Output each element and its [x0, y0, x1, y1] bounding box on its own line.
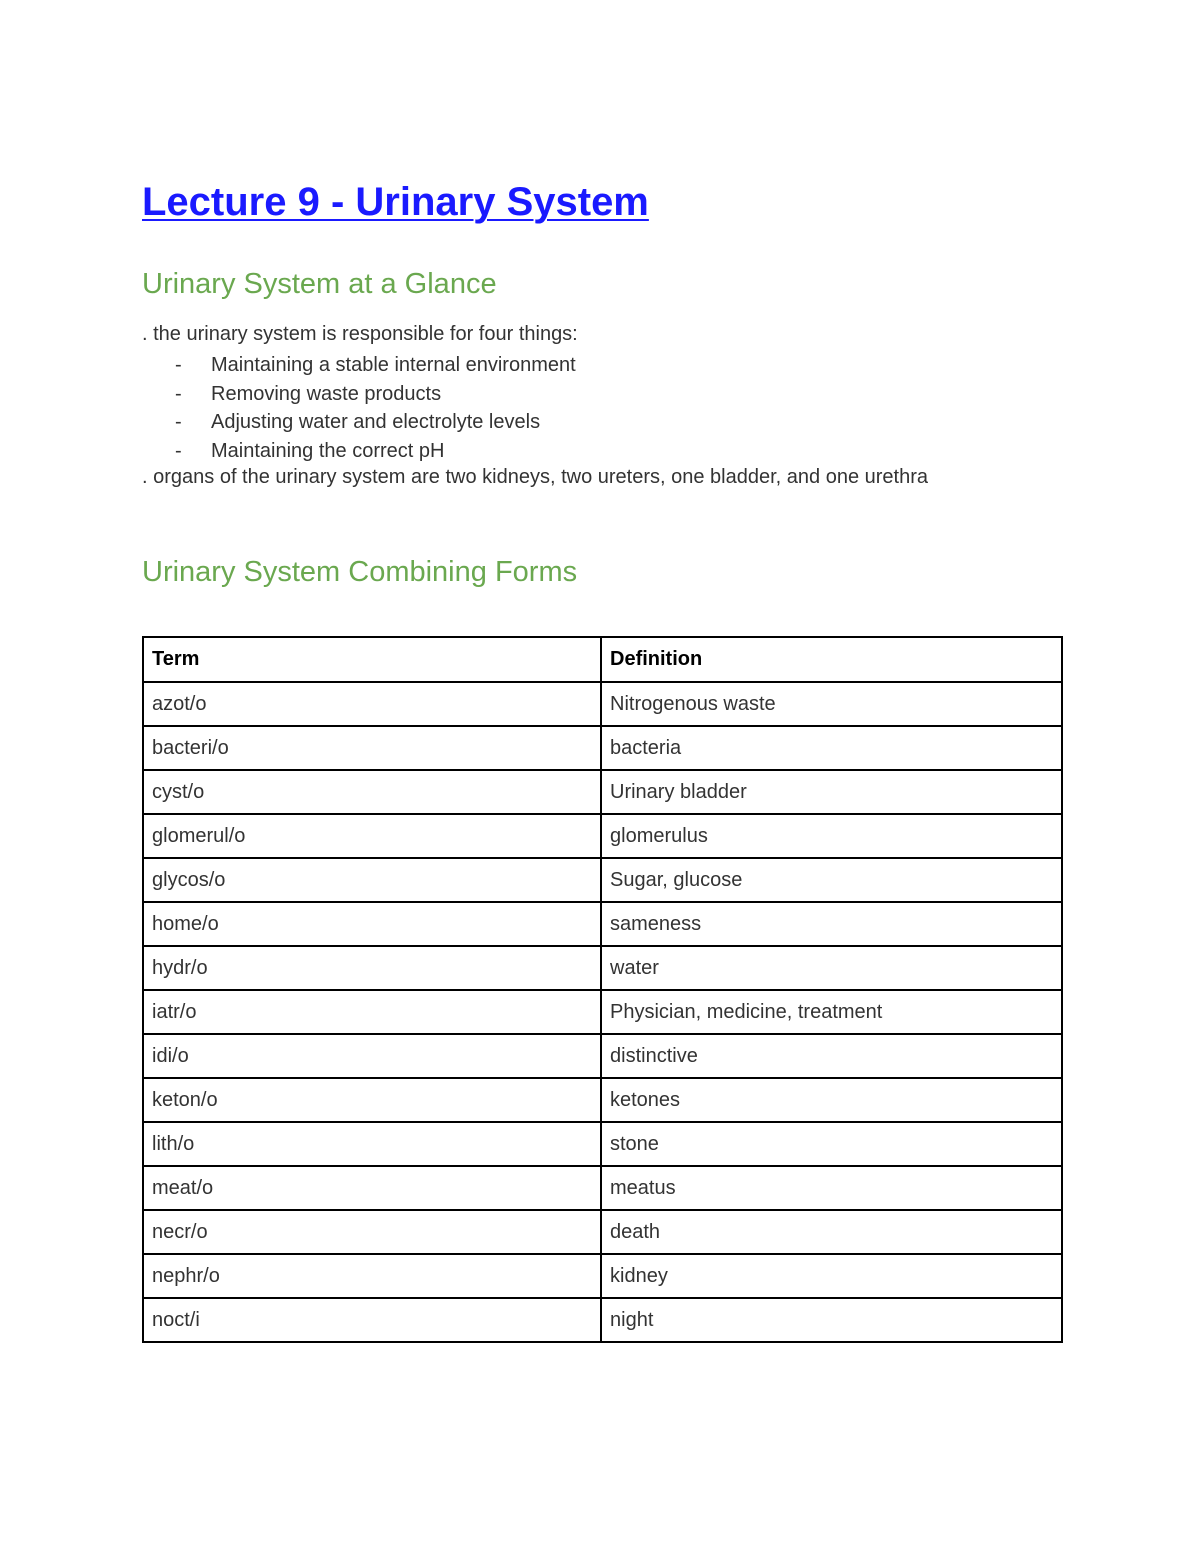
definition-cell: Sugar, glucose [601, 858, 1062, 902]
section-heading-glance: Urinary System at a Glance [142, 268, 497, 300]
term-cell: hydr/o [143, 946, 601, 990]
table-row [143, 946, 1062, 990]
definition-cell: bacteria [601, 726, 1062, 770]
bullet-dash: - [175, 382, 182, 405]
term-cell: glycos/o [143, 858, 601, 902]
intro-text: . the urinary system is responsible for four things: [142, 323, 578, 345]
combining-forms-table [142, 636, 1063, 1343]
term-cell: idi/o [143, 1034, 601, 1078]
term-cell: azot/o [143, 682, 601, 726]
bullet-dash: - [175, 411, 182, 433]
table-row [143, 990, 1062, 1034]
definition-cell: Physician, medicine, treatment [601, 990, 1062, 1034]
list-item-text: Maintaining the correct pH [211, 439, 445, 462]
column-header-term: Term [143, 637, 601, 682]
term-cell: cyst/o [143, 770, 601, 814]
table-row [143, 1298, 1062, 1342]
list-item-text: Removing waste products [211, 382, 442, 405]
table-header-row [143, 637, 1062, 682]
term-cell: glomerul/o [143, 814, 601, 858]
table-row [143, 682, 1062, 726]
organs-text: . organs of the urinary system are two kidneys, two ureters, one bladder, and one urethra [142, 466, 928, 488]
definition-cell: ketones [601, 1078, 1062, 1122]
term-cell: home/o [143, 902, 601, 946]
table-row [143, 1254, 1062, 1298]
table-row [143, 1122, 1062, 1166]
bullet-dash: - [175, 354, 182, 376]
definition-cell: night [601, 1298, 1062, 1342]
term-cell: necr/o [143, 1210, 601, 1254]
column-header-definition: Definition [601, 637, 1062, 682]
table-row [143, 1034, 1062, 1078]
term-cell: lith/o [143, 1122, 601, 1166]
table-row [143, 1166, 1062, 1210]
definition-cell: sameness [601, 902, 1062, 946]
table-row [143, 770, 1062, 814]
table-row [143, 726, 1062, 770]
list-item-text: Maintaining a stable internal environment [211, 354, 576, 376]
term-cell: nephr/o [143, 1254, 601, 1298]
definition-cell: death [601, 1210, 1062, 1254]
term-cell: keton/o [143, 1078, 601, 1122]
definition-cell: meatus [601, 1166, 1062, 1210]
definition-cell: stone [601, 1122, 1062, 1166]
table-row [143, 1078, 1062, 1122]
bullet-dash: - [175, 439, 182, 462]
term-cell: meat/o [143, 1166, 601, 1210]
table-row [143, 1210, 1062, 1254]
term-cell: noct/i [143, 1298, 601, 1342]
table-row [143, 902, 1062, 946]
definition-cell: kidney [601, 1254, 1062, 1298]
table-row [143, 858, 1062, 902]
term-cell: bacteri/o [143, 726, 601, 770]
definition-cell: Urinary bladder [601, 770, 1062, 814]
definition-cell: glomerulus [601, 814, 1062, 858]
list-item-text: Adjusting water and electrolyte levels [211, 411, 541, 433]
page-title[interactable]: Lecture 9 - Urinary System [142, 180, 649, 224]
section-heading-combining-forms: Urinary System Combining Forms [142, 556, 578, 588]
term-cell: iatr/o [143, 990, 601, 1034]
definition-cell: water [601, 946, 1062, 990]
definition-cell: distinctive [601, 1034, 1062, 1078]
definition-cell: Nitrogenous waste [601, 682, 1062, 726]
table-row [143, 814, 1062, 858]
